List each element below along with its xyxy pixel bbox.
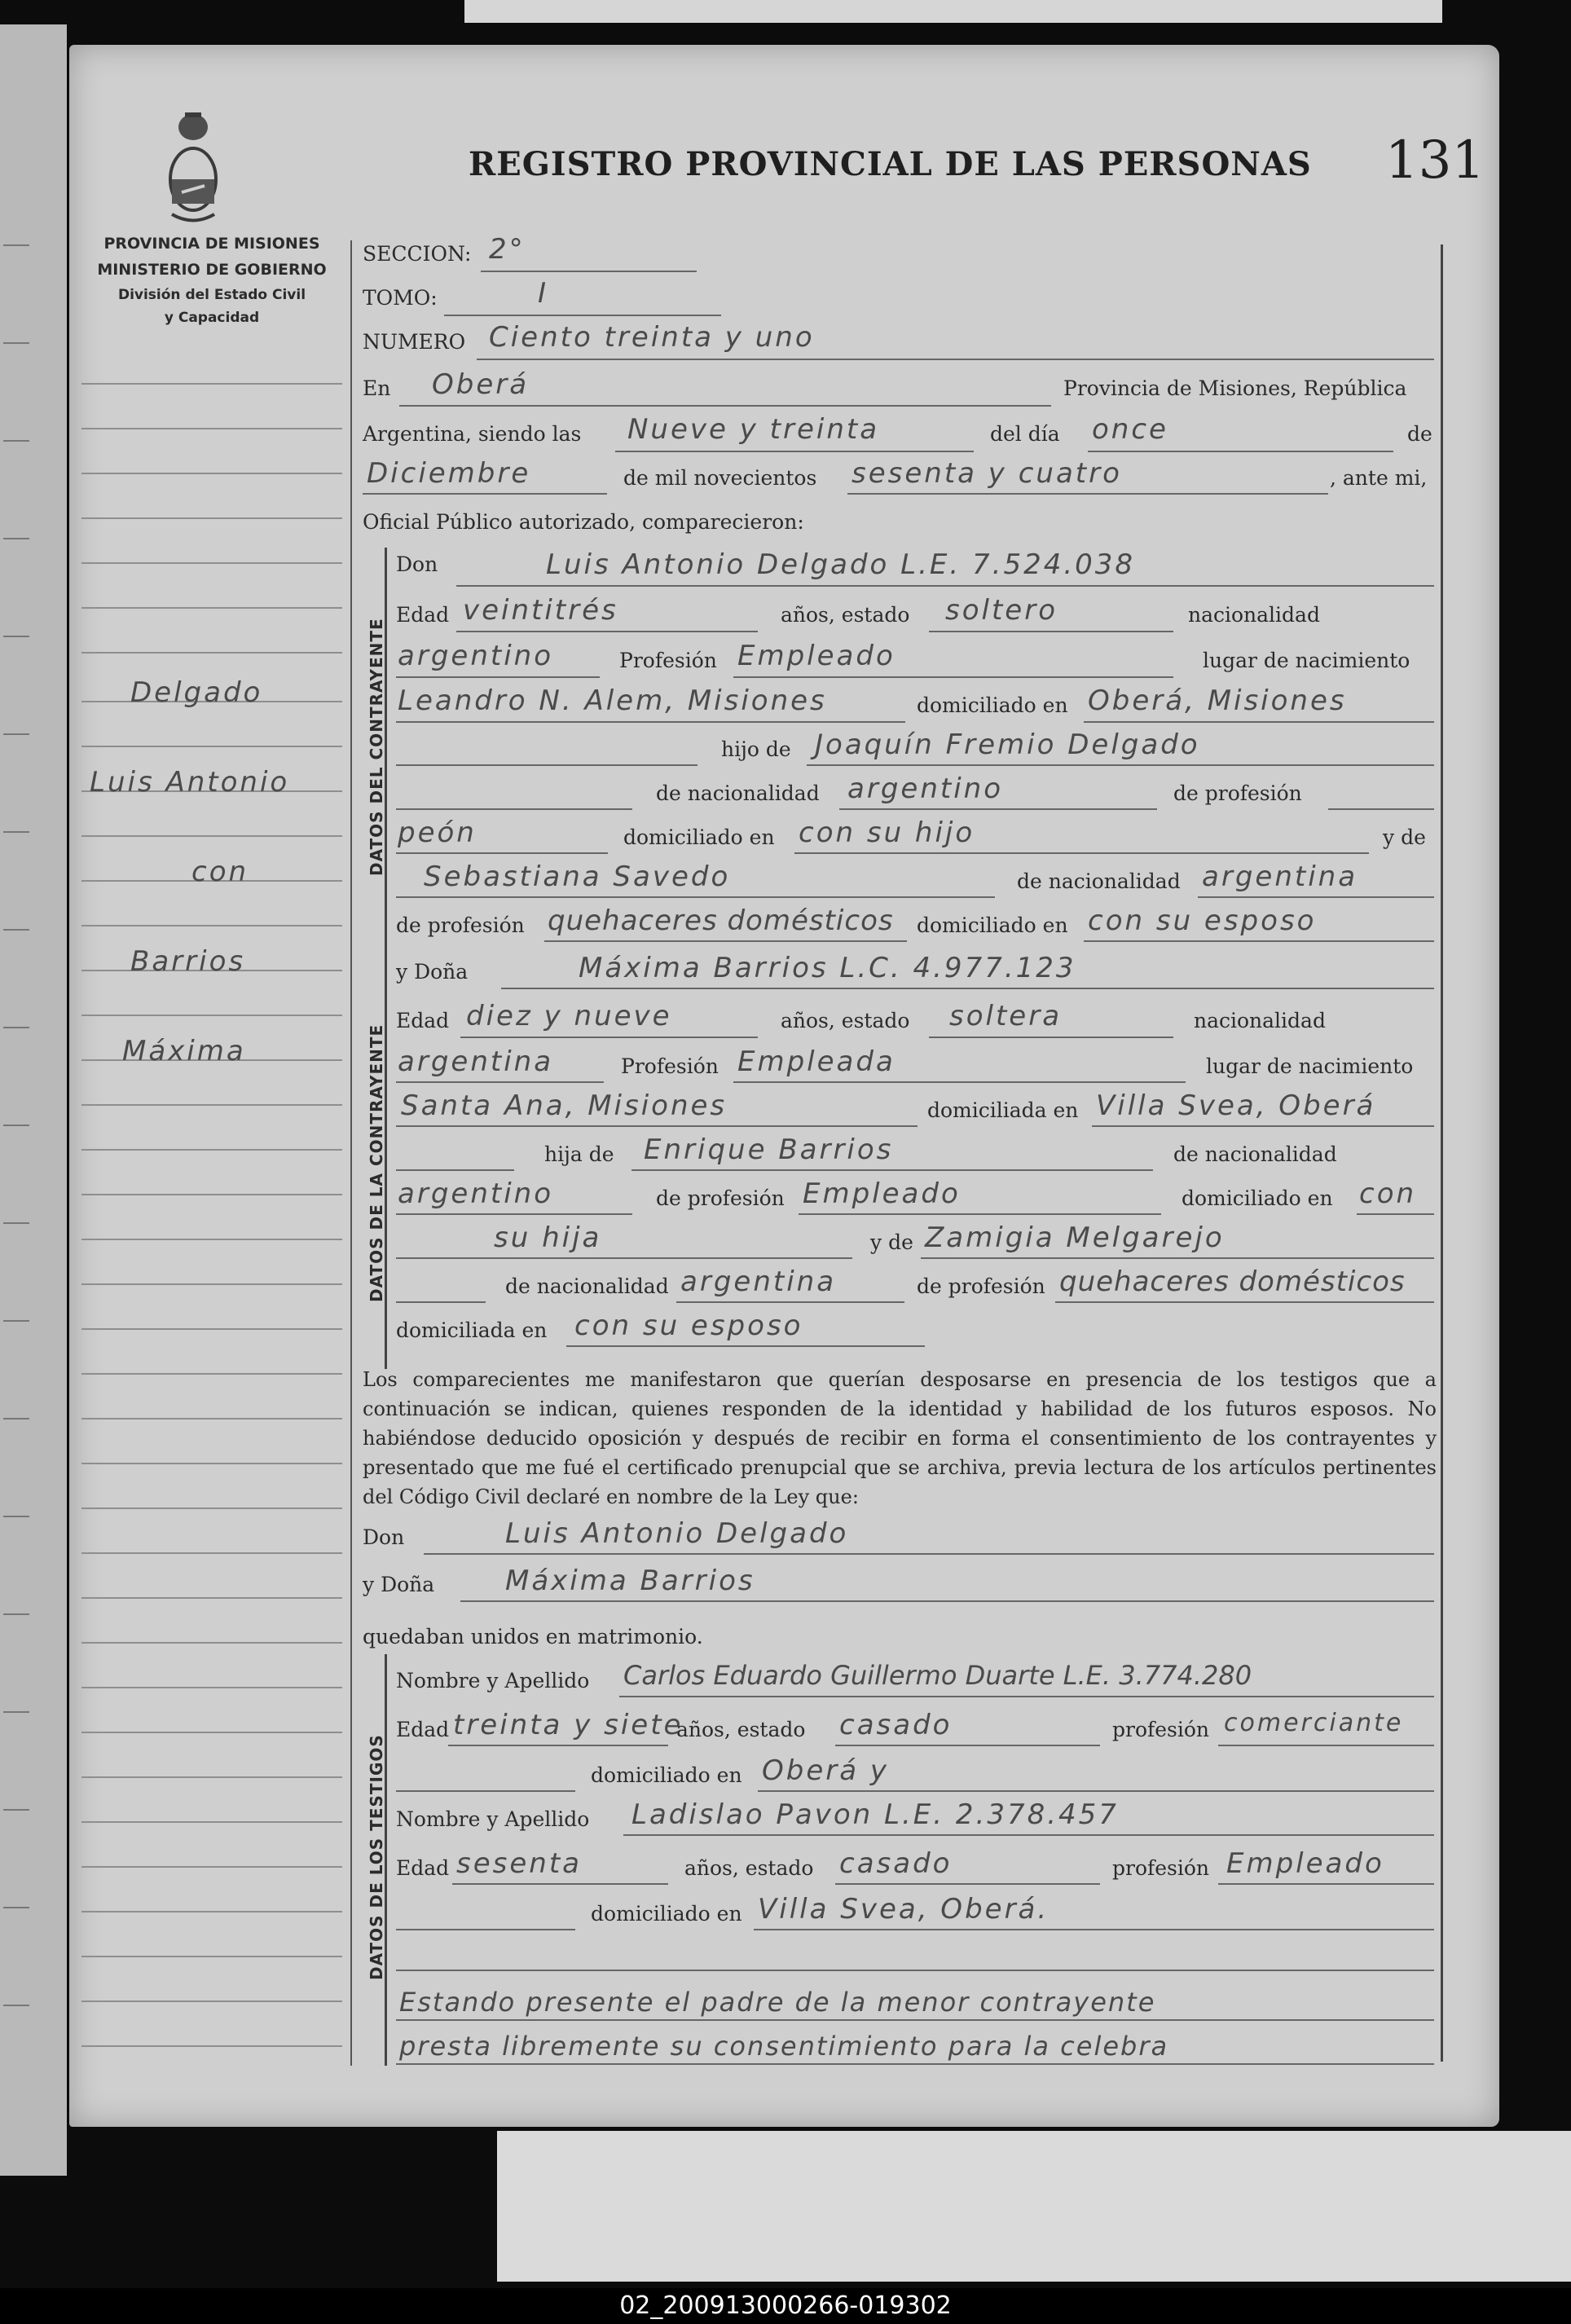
adjacent-sheet-top (464, 0, 1442, 23)
strip-rule (3, 1711, 29, 1713)
bride-mother-domicilio-value: con su esposo (574, 1309, 803, 1342)
bride-estado-line (929, 1037, 1173, 1038)
groom-lugar-label: lugar de nacimiento (1203, 649, 1410, 672)
numero-value: Ciento treinta y uno (489, 321, 815, 354)
scan-code: 02_200913000266-019302 (0, 2288, 1571, 2324)
tomo-line (444, 315, 721, 316)
witness1-domiciliado-label: domiciliado en (591, 1763, 742, 1787)
witness2-blank-line (396, 1929, 575, 1930)
witness2-nombre-label: Nombre y Apellido (396, 1807, 590, 1831)
groom-mother-profesion-line (544, 940, 907, 942)
groom-father-line (807, 764, 1434, 766)
argentina-text: Argentina, siendo las (363, 422, 582, 446)
groom-father-nacionalidad-label: de nacionalidad (656, 781, 820, 805)
ministry-line-4: y Capacidad (164, 310, 260, 326)
groom-profesion-value: Empleado (737, 640, 896, 672)
bride-father-nacionalidad-value: argentino (398, 1177, 553, 1210)
strip-rule (3, 1320, 29, 1322)
margin-rule (81, 2000, 342, 2002)
bride-nacionalidad-label: nacionalidad (1194, 1009, 1326, 1032)
adjacent-page-edge (0, 24, 67, 2176)
margin-rule (81, 1328, 342, 1330)
bride-section-label: DATOS DE LA CONTRAYENTE (367, 1023, 386, 1302)
margin-rule (81, 1552, 342, 1554)
strip-rule (3, 1125, 29, 1126)
groom-mother-domicilio-line (1084, 940, 1434, 942)
bride-father-line (631, 1169, 1153, 1171)
margin-rule (81, 1239, 342, 1240)
margin-note-bride-name: Máxima (122, 1035, 246, 1067)
margin-rule (81, 2045, 342, 2047)
seccion-line (481, 271, 697, 272)
groom-blank-line (396, 764, 697, 766)
witness1-nombre-value: Carlos Eduardo Guillermo Duarte L.E. 3.774.280 (623, 1660, 1252, 1691)
tomo-value: I (538, 277, 549, 310)
seccion-value: 2° (489, 233, 526, 266)
groom-father-profesion-value: peón (398, 816, 477, 849)
form-right-border (1441, 244, 1443, 2062)
bride-profesion-label: Profesión (621, 1054, 719, 1078)
bride-edad-line (460, 1037, 758, 1038)
bride-lugar-value: Santa Ana, Misiones (401, 1089, 728, 1122)
groom-father-profesion-line-a (1328, 808, 1434, 810)
declaration-dona-label: y Doña (363, 1573, 435, 1596)
unidos-text: quedaban unidos en matrimonio. (363, 1625, 703, 1648)
bride-father-domicilio-value-1: con (1359, 1177, 1417, 1210)
bride-mother-profesion-value: quehaceres domésticos (1059, 1265, 1406, 1298)
witness2-edad-line (452, 1883, 668, 1885)
hora-value: Nueve y treinta (627, 413, 880, 446)
witness1-anios-estado-label: años, estado (676, 1718, 806, 1741)
groom-mother-line (396, 896, 995, 898)
groom-estado-line (929, 631, 1173, 632)
bride-hija-de-label: hija de (544, 1142, 614, 1166)
bride-father-profesion-label: de profesión (656, 1186, 785, 1210)
witness1-blank-line (396, 1790, 575, 1792)
strip-rule (3, 440, 29, 442)
ministry-line-2: MINISTERIO DE GOBIERNO (97, 261, 327, 279)
groom-y-de-label: y de (1383, 825, 1426, 849)
bride-mother-domiciliada-label: domiciliada en (396, 1318, 548, 1342)
page-title: REGISTRO PROVINCIAL DE LAS PERSONAS (469, 145, 1312, 183)
witness1-domicilio-value: Oberá y (762, 1754, 890, 1787)
strip-rule (3, 1027, 29, 1028)
strip-rule (3, 538, 29, 539)
numero-label: NUMERO (363, 330, 466, 354)
en-line (399, 405, 1051, 407)
witness1-edad-value: treinta y siete (453, 1709, 684, 1741)
note-line-2-rule (396, 2063, 1434, 2065)
groom-profesion-line (733, 676, 1173, 678)
margin-rule (81, 473, 342, 474)
groom-lugar-value: Leandro N. Alem, Misiones (398, 684, 827, 717)
bride-domiciliada-label: domiciliada en (927, 1098, 1079, 1122)
bride-mother-profesion-label: de profesión (917, 1274, 1045, 1298)
witness-section-label: DATOS DE LOS TESTIGOS (367, 1734, 386, 1980)
witness1-domicilio-line (758, 1790, 1434, 1792)
witness2-nombre-value: Ladislao Pavon L.E. 2.378.457 (631, 1798, 1119, 1831)
ante-mi-label: , ante mi, (1330, 466, 1428, 490)
oficial-text: Oficial Público autorizado, comparecieron: (363, 510, 804, 534)
ministry-line-3: División del Estado Civil (117, 287, 306, 303)
groom-father-nacionalidad-value: argentino (847, 772, 1003, 805)
declaration-groom-value: Luis Antonio Delgado (505, 1517, 849, 1550)
bride-edad-label: Edad (396, 1009, 450, 1032)
groom-mother-nacionalidad-value: argentina (1202, 860, 1358, 893)
declaration-bride-value: Máxima Barrios (505, 1565, 755, 1597)
margin-rule (81, 746, 342, 747)
bride-father-domicilio-line-1 (1357, 1213, 1434, 1215)
groom-edad-value: veintitrés (463, 594, 618, 627)
margin-rule (81, 1776, 342, 1778)
groom-hijo-de-label: hijo de (721, 737, 791, 761)
groom-father-domicilio-value: con su hijo (799, 816, 975, 849)
strip-rule (3, 1222, 29, 1224)
margin-rule (81, 383, 342, 385)
strip-rule (3, 2005, 29, 2006)
margin-rule (81, 925, 342, 927)
declaration-paragraph: Los comparecientes me manifestaron que querían desposarse en presencia de los testigos que a continuación se indican, quienes responden de la identidad y habilidad de los futuros esposos. No habiéndose deducido oposición y después de recibir en forma el consentimiento de los contrayentes y presentado que me fué el certificado prenupcial que se archiva, previa lectura de los artículos pertinentes del Código Civil declaré en nombre de la Ley que: (363, 1368, 1437, 1508)
groom-profesion-label: Profesión (619, 649, 717, 672)
groom-name-line (456, 585, 1434, 587)
groom-father-profesion-line-b (396, 852, 608, 854)
margin-rule (81, 1283, 342, 1285)
note-line-1: Estando presente el padre de la menor contrayente (399, 1987, 1156, 2018)
groom-mother-value: Sebastiana Savedo (424, 860, 731, 893)
margin-rule (81, 1015, 342, 1016)
bride-mother-line (921, 1257, 1434, 1259)
bride-nacionalidad-value: argentina (398, 1045, 554, 1078)
bride-mother-nacionalidad-line (676, 1301, 904, 1303)
del-dia-label: del día (990, 422, 1060, 446)
margin-rule (81, 1732, 342, 1733)
margin-rule (81, 1687, 342, 1688)
de-label: de (1407, 422, 1432, 446)
de-mil-label: de mil novecientos (623, 466, 817, 490)
groom-name-value: Luis Antonio Delgado L.E. 7.524.038 (546, 548, 1136, 581)
witness2-domicilio-value: Villa Svea, Oberá. (758, 1893, 1050, 1926)
bride-father-nacionalidad-label: de nacionalidad (1173, 1142, 1337, 1166)
margin-rule (81, 517, 342, 519)
margin-note-given-names: Luis Antonio (90, 766, 290, 799)
witness1-nombre-line (619, 1696, 1434, 1697)
bride-name-line (501, 988, 1434, 989)
margin-rule (81, 1821, 342, 1823)
witness1-nombre-label: Nombre y Apellido (396, 1669, 590, 1692)
dia-value: once (1092, 413, 1168, 446)
groom-domicilio-value: Oberá, Misiones (1088, 684, 1347, 717)
bride-blank-line (396, 1169, 514, 1171)
witness1-estado-line (835, 1745, 1100, 1746)
note-line-2: presta libremente su consentimiento para la celebra (399, 2031, 1169, 2062)
groom-father-blank-line (396, 808, 632, 810)
bride-anios-estado-label: años, estado (781, 1009, 910, 1032)
bride-mother-nacionalidad-value: argentina (680, 1265, 837, 1298)
groom-mother-nacionalidad-line (1198, 896, 1434, 898)
bride-father-domicilio-value-2: su hija (494, 1221, 602, 1254)
dia-line (1088, 451, 1393, 452)
bride-father-profesion-value: Empleado (803, 1177, 961, 1210)
strip-rule (3, 244, 29, 246)
margin-note-con: con (191, 856, 249, 888)
groom-nacionalidad-line (396, 676, 600, 678)
witness2-edad-label: Edad (396, 1856, 450, 1880)
margin-rule (81, 1866, 342, 1868)
witness2-estado-line (835, 1883, 1100, 1885)
groom-mother-profesion-value: quehaceres domésticos (548, 905, 894, 937)
en-value: Oberá (432, 368, 530, 401)
seccion-label: SECCION: (363, 242, 472, 266)
strip-rule (3, 1613, 29, 1615)
margin-rule (81, 607, 342, 609)
witness2-nombre-line (623, 1834, 1434, 1836)
anio-value: sesenta y cuatro (852, 457, 1122, 490)
numero-line (477, 359, 1434, 360)
groom-nacionalidad-value: argentino (398, 640, 553, 672)
bride-profesion-value: Empleada (737, 1045, 896, 1078)
witness2-profesion-label: profesión (1112, 1856, 1210, 1880)
witness2-profesion-value: Empleado (1226, 1847, 1384, 1880)
provincia-text: Provincia de Misiones, República (1063, 376, 1407, 400)
bride-lugar-line (396, 1125, 918, 1127)
groom-estado-value: soltero (945, 594, 1058, 627)
strip-rule (3, 342, 29, 344)
groom-father-domiciliado-label: domiciliado en (623, 825, 775, 849)
witness1-profesion-label: profesión (1112, 1718, 1210, 1741)
anio-line (847, 493, 1328, 495)
groom-lugar-line (396, 721, 905, 723)
witness1-estado-value: casado (839, 1709, 953, 1741)
margin-rule (81, 1194, 342, 1195)
groom-father-nacionalidad-line (839, 808, 1157, 810)
groom-father-profesion-label: de profesión (1173, 781, 1302, 805)
witness1-profesion-value: comerciante (1224, 1709, 1404, 1737)
witness-blank-line (396, 1970, 1434, 1971)
bride-father-domiciliado-label: domiciliado en (1182, 1186, 1333, 1210)
bride-y-de-label: y de (870, 1230, 913, 1254)
bride-edad-value: diez y nueve (466, 1000, 672, 1032)
strip-rule (3, 929, 29, 931)
margin-rule (81, 1418, 342, 1419)
strip-rule (3, 1516, 29, 1517)
margin-rule (81, 428, 342, 429)
bride-name-value: Máxima Barrios L.C. 4.977.123 (579, 952, 1076, 984)
margin-rule (81, 1104, 342, 1106)
en-label: En (363, 376, 391, 400)
form-left-border (350, 240, 352, 2066)
mes-line (363, 493, 607, 495)
bride-mother-nacionalidad-label: de nacionalidad (505, 1274, 669, 1298)
bride-father-profesion-line (799, 1213, 1161, 1215)
groom-nacionalidad-label: nacionalidad (1188, 603, 1320, 627)
witness1-edad-line (448, 1745, 668, 1746)
bride-dona-label: y Doña (396, 960, 469, 984)
bride-mother-profesion-line (1055, 1301, 1434, 1303)
declaration-don-label: Don (363, 1525, 405, 1549)
bride-father-value: Enrique Barrios (644, 1133, 894, 1166)
bride-profesion-line (733, 1081, 1186, 1083)
strip-rule (3, 1809, 29, 1811)
note-line-1-rule (396, 2019, 1434, 2021)
declaration-groom-line (424, 1553, 1434, 1555)
groom-section-label: DATOS DEL CONTRAYENTE (367, 618, 386, 876)
margin-rule (81, 1508, 342, 1509)
groom-mother-domicilio-value: con su esposo (1088, 905, 1317, 937)
margin-rule (81, 652, 342, 654)
tomo-label: TOMO: (363, 286, 438, 310)
ministry-line-1: PROVINCIA DE MISIONES (103, 235, 320, 253)
witness2-edad-value: sesenta (456, 1847, 582, 1880)
groom-mother-profesion-label: de profesión (396, 913, 525, 937)
margin-rule (81, 1373, 342, 1375)
groom-domiciliado-label: domiciliado en (917, 693, 1068, 717)
mes-value: Diciembre (367, 457, 531, 490)
groom-anios-estado-label: años, estado (781, 603, 910, 627)
margin-rule (81, 1597, 342, 1599)
bride-nacionalidad-line (396, 1081, 604, 1083)
bride-mother-domicilio-line (566, 1345, 925, 1347)
groom-don-label: Don (396, 552, 438, 576)
underlying-paper (497, 2131, 1571, 2282)
bride-domicilio-value: Villa Svea, Oberá (1096, 1089, 1376, 1122)
groom-mother-nacionalidad-label: de nacionalidad (1017, 869, 1181, 893)
margin-rule (81, 1463, 342, 1464)
hora-line (615, 451, 974, 452)
strip-rule (3, 1907, 29, 1908)
strip-rule (3, 831, 29, 833)
groom-father-domicilio-line (794, 852, 1369, 854)
strip-rule (3, 636, 29, 637)
witness2-profesion-line (1218, 1883, 1434, 1885)
witness1-profesion-line (1218, 1745, 1434, 1746)
coat-of-arms-icon (167, 104, 219, 227)
bride-domicilio-line (1092, 1125, 1434, 1127)
groom-mother-domiciliado-label: domiciliado en (917, 913, 1068, 937)
bride-mother-value: Zamigia Melgarejo (925, 1221, 1225, 1254)
margin-rule (81, 1911, 342, 1912)
witness1-edad-label: Edad (396, 1718, 450, 1741)
bride-estado-value: soltera (949, 1000, 1063, 1032)
witness2-estado-value: casado (839, 1847, 953, 1880)
bride-father-nacionalidad-line (396, 1213, 632, 1215)
margin-rule (81, 835, 342, 837)
margin-rule (81, 1956, 342, 1957)
bride-father-domicilio-line-2 (396, 1257, 852, 1259)
strip-rule (3, 733, 29, 735)
page-number: 131 (1385, 130, 1485, 191)
strip-rule (3, 1418, 29, 1419)
groom-domicilio-line (1084, 721, 1434, 723)
groom-father-value: Joaquín Fremio Delgado (815, 728, 1200, 761)
witness2-domicilio-line (754, 1929, 1434, 1930)
bride-lugar-label: lugar de nacimiento (1206, 1054, 1414, 1078)
margin-rule (81, 562, 342, 564)
margin-rule (81, 1642, 342, 1644)
declaration-bride-line (460, 1600, 1434, 1602)
bride-mother-blank-line (396, 1301, 486, 1303)
witness2-domiciliado-label: domiciliado en (591, 1902, 742, 1926)
margin-rule (81, 1149, 342, 1151)
margin-note-surname: Delgado (130, 676, 263, 709)
witness2-anios-estado-label: años, estado (684, 1856, 814, 1880)
groom-edad-label: Edad (396, 603, 450, 627)
margin-note-bride-surname: Barrios (130, 945, 246, 978)
groom-edad-line (456, 631, 758, 632)
